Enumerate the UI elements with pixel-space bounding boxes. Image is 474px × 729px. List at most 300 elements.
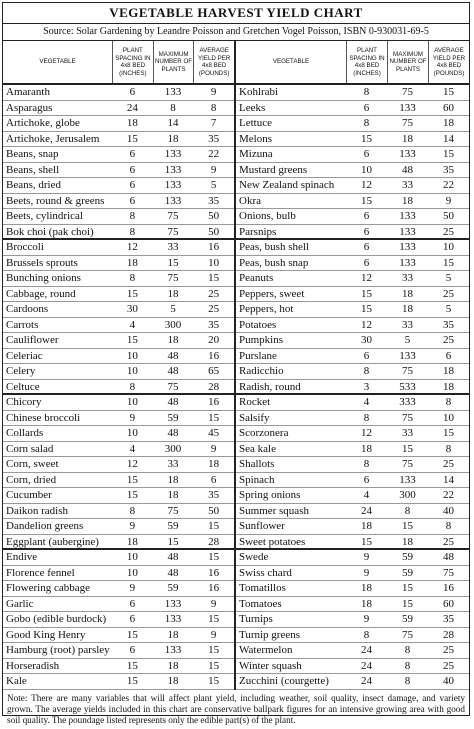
plant-spacing: 6 [363, 241, 370, 253]
max-plants: 300 [164, 318, 182, 331]
avg-yield: 9 [210, 86, 217, 98]
table-row [236, 566, 469, 582]
max-plants: 75 [167, 225, 179, 238]
vegetable-name: Eggplant (aubergine) [6, 535, 99, 548]
plant-spacing: 15 [126, 489, 138, 501]
avg-yield: 9 [210, 442, 217, 455]
avg-yield: 9 [210, 628, 217, 641]
plant-spacing: 6 [129, 179, 136, 191]
table-row [3, 659, 234, 675]
avg-yield: 25 [443, 334, 454, 346]
avg-yield: 25 [208, 287, 220, 300]
plant-spacing: 9 [129, 411, 136, 424]
plant-spacing: 15 [361, 194, 372, 207]
max-plants: 8 [404, 504, 411, 517]
vegetable-name: Sunflower [239, 520, 285, 532]
plant-spacing: 6 [363, 148, 370, 160]
table-row [3, 597, 234, 613]
max-plants: 18 [167, 628, 179, 641]
max-plants: 18 [167, 675, 179, 687]
vegetable-name: Peppers, sweet [239, 287, 305, 300]
table-row [3, 163, 234, 179]
max-plants: 33 [167, 458, 179, 470]
avg-yield: 15 [443, 256, 454, 269]
plant-spacing: 15 [126, 132, 138, 145]
plant-spacing: 9 [363, 613, 370, 625]
vegetable-name: Swiss chard [239, 566, 292, 579]
vegetable-name: Beets, cylindrical [6, 210, 83, 222]
table-row [236, 178, 469, 194]
max-plants: 18 [402, 303, 413, 315]
vegetable-name: Beans, shell [6, 163, 60, 176]
vegetable-name: Broccoli [6, 241, 44, 253]
plant-spacing: 6 [129, 194, 136, 207]
avg-yield: 14 [443, 473, 454, 486]
vegetable-name: Beets, round & greens [6, 194, 105, 207]
avg-yield: 22 [443, 179, 454, 191]
avg-yield: 65 [208, 365, 220, 377]
left-column [3, 85, 236, 690]
vegetable-name: Bunching onions [6, 272, 81, 284]
table-row [3, 132, 234, 148]
max-plants: 133 [399, 101, 416, 114]
avg-yield: 10 [443, 241, 454, 253]
vegetable-name: Carrots [6, 318, 39, 331]
table-row [236, 85, 469, 101]
avg-yield: 15 [208, 411, 220, 424]
max-plants: 133 [164, 644, 182, 656]
vegetable-name: New Zealand spinach [239, 179, 335, 191]
avg-yield: 25 [443, 287, 454, 300]
max-plants: 18 [402, 132, 413, 145]
avg-yield: 15 [208, 520, 220, 532]
vegetable-name: Flowering cabbage [6, 582, 90, 594]
vegetable-name: Bok choi (pak choi) [6, 225, 94, 238]
avg-yield: 35 [443, 318, 454, 331]
max-plants: 18 [167, 473, 179, 486]
max-plants: 75 [167, 210, 179, 222]
table-row [236, 318, 469, 334]
table-row [236, 612, 469, 628]
table-row [236, 349, 469, 365]
plant-spacing: 12 [126, 241, 138, 253]
plant-spacing: 6 [129, 597, 136, 610]
avg-yield: 15 [208, 551, 220, 563]
vegetable-name: Lettuce [239, 117, 272, 129]
max-plants: 48 [167, 349, 179, 362]
plant-spacing: 6 [363, 256, 370, 269]
plant-spacing: 30 [126, 303, 138, 315]
plant-spacing: 18 [361, 442, 372, 455]
avg-yield: 8 [210, 101, 217, 114]
vegetable-name: Parsnips [239, 225, 277, 238]
plant-spacing: 15 [361, 132, 372, 145]
table-row [3, 318, 234, 334]
vegetable-name: Radicchio [239, 365, 284, 377]
table-row [3, 550, 234, 566]
avg-yield: 25 [443, 535, 454, 548]
max-plants: 48 [167, 396, 179, 408]
avg-yield: 9 [210, 163, 217, 176]
plant-spacing: 8 [363, 117, 370, 129]
table-row [3, 240, 234, 256]
avg-yield: 15 [208, 675, 220, 687]
plant-spacing: 18 [361, 597, 372, 610]
table-row [236, 116, 469, 132]
max-plants: 300 [399, 489, 416, 501]
avg-yield: 16 [208, 349, 220, 362]
max-plants: 75 [402, 117, 413, 129]
table-row [3, 442, 234, 458]
avg-yield: 15 [208, 272, 220, 284]
avg-yield: 10 [443, 411, 454, 424]
table-row [3, 178, 234, 194]
plant-spacing: 10 [126, 566, 138, 579]
max-plants: 14 [167, 117, 179, 129]
table-row [236, 473, 469, 489]
max-plants: 15 [402, 442, 413, 455]
table-row [236, 659, 469, 675]
plant-spacing: 9 [363, 551, 370, 563]
header-vegetable: VEGETABLE [39, 58, 76, 66]
plant-spacing: 12 [126, 458, 138, 470]
table-row [236, 302, 469, 318]
max-plants: 8 [170, 101, 176, 114]
plant-spacing: 8 [129, 380, 136, 393]
max-plants: 333 [399, 396, 416, 408]
table-body [3, 85, 469, 690]
table-row [236, 333, 469, 349]
avg-yield: 60 [443, 597, 454, 610]
avg-yield: 40 [443, 504, 454, 517]
plant-spacing: 8 [129, 225, 136, 238]
avg-yield: 25 [443, 225, 454, 238]
max-plants: 533 [399, 380, 416, 393]
plant-spacing: 24 [361, 659, 372, 672]
table-row [3, 101, 234, 117]
avg-yield: 28 [208, 380, 220, 393]
vegetable-name: Cauliflower [6, 334, 59, 346]
avg-yield: 8 [445, 396, 452, 408]
vegetable-name: Sweet potatoes [239, 535, 306, 548]
avg-yield: 15 [443, 148, 454, 160]
avg-yield: 25 [443, 458, 454, 470]
max-plants: 133 [164, 163, 182, 176]
avg-yield: 6 [445, 349, 452, 362]
plant-spacing: 10 [126, 365, 138, 377]
avg-yield: 16 [208, 396, 220, 408]
vegetable-name: Celery [6, 365, 36, 377]
plant-spacing: 10 [361, 163, 372, 176]
max-plants: 18 [167, 132, 179, 145]
vegetable-name: Kale [6, 675, 27, 687]
max-plants: 15 [402, 597, 413, 610]
avg-yield: 45 [208, 427, 220, 439]
plant-spacing: 12 [361, 427, 372, 439]
avg-yield: 15 [208, 659, 220, 672]
vegetable-name: Cabbage, round [6, 287, 76, 300]
avg-yield: 5 [210, 179, 217, 191]
vegetable-name: Beans, snap [6, 148, 59, 160]
plant-spacing: 15 [126, 287, 138, 300]
max-plants: 33 [402, 318, 413, 331]
vegetable-name: Asparagus [6, 101, 53, 114]
max-plants: 75 [402, 458, 413, 470]
max-plants: 8 [404, 659, 411, 672]
max-plants: 18 [167, 659, 179, 672]
vegetable-name: Tomatillos [239, 582, 286, 594]
max-plants: 133 [399, 241, 416, 253]
max-plants: 15 [167, 535, 179, 548]
max-plants: 75 [402, 86, 413, 98]
vegetable-name: Hamburg (root) parsley [6, 644, 110, 656]
vegetable-name: Chicory [6, 396, 42, 408]
table-row [3, 333, 234, 349]
vegetable-name: Endive [6, 551, 38, 563]
header-avg-yield: AVERAGE YIELD PER 4x8 BED (POUNDS) [193, 41, 234, 83]
plant-spacing: 6 [129, 148, 136, 160]
plant-spacing: 15 [126, 675, 138, 687]
vegetable-name: Corn, dried [6, 473, 57, 486]
plant-spacing: 18 [126, 256, 138, 269]
vegetable-name: Florence fennel [6, 566, 75, 579]
avg-yield: 16 [208, 241, 220, 253]
vegetable-name: Collards [6, 427, 44, 439]
vegetable-name: Gobo (edible burdock) [6, 613, 107, 625]
table-row [236, 628, 469, 644]
avg-yield: 25 [443, 644, 454, 656]
vegetable-name: Artichoke, Jerusalem [6, 132, 100, 145]
plant-spacing: 6 [363, 349, 370, 362]
table-row [236, 364, 469, 380]
max-plants: 133 [164, 613, 182, 625]
vegetable-name: Garlic [6, 597, 34, 610]
max-plants: 59 [402, 551, 413, 563]
plant-spacing: 15 [126, 659, 138, 672]
max-plants: 75 [402, 365, 413, 377]
max-plants: 59 [402, 613, 413, 625]
table-row [236, 240, 469, 256]
max-plants: 48 [167, 551, 179, 563]
vegetable-name: Rocket [239, 396, 271, 408]
vegetable-name: Mizuna [239, 148, 273, 160]
max-plants: 300 [164, 442, 182, 455]
header-max-plants: MAXIMUM NUMBER OF PLANTS [153, 41, 194, 83]
max-plants: 133 [164, 597, 182, 610]
plant-spacing: 24 [361, 675, 372, 687]
max-plants: 15 [402, 582, 413, 594]
max-plants: 75 [167, 272, 179, 284]
avg-yield: 25 [208, 303, 220, 315]
vegetable-name: Summer squash [239, 504, 309, 517]
max-plants: 133 [399, 256, 416, 269]
plant-spacing: 6 [363, 210, 370, 222]
max-plants: 15 [402, 520, 413, 532]
footnote: Note: There are many variables that will affect plant yield, including weather, soil quality, insect damage, and variety grown. The average yields included in this chart are conservative ballpark figures for an intensive growing area with good soil quality. The poundage listed represents only the edible part(s) of the plant. [7, 692, 465, 725]
plant-spacing: 24 [361, 644, 372, 656]
left-header [3, 41, 236, 83]
max-plants: 133 [164, 86, 182, 98]
avg-yield: 15 [443, 86, 454, 98]
plant-spacing: 12 [361, 272, 372, 284]
table-row [3, 674, 234, 690]
plant-spacing: 6 [129, 86, 136, 98]
table-row [3, 85, 234, 101]
max-plants: 5 [404, 334, 411, 346]
plant-spacing: 15 [126, 473, 138, 486]
table-row [236, 535, 469, 551]
table-row [236, 426, 469, 442]
max-plants: 18 [402, 194, 413, 207]
avg-yield: 22 [208, 148, 220, 160]
plant-spacing: 18 [126, 117, 138, 129]
table-row [236, 488, 469, 504]
avg-yield: 50 [208, 210, 220, 222]
avg-yield: 8 [445, 442, 452, 455]
table-row [3, 209, 234, 225]
max-plants: 75 [167, 380, 179, 393]
avg-yield: 35 [208, 318, 220, 331]
avg-yield: 8 [445, 520, 452, 532]
plant-spacing: 30 [361, 334, 372, 346]
table-row [236, 256, 469, 272]
plant-spacing: 9 [129, 582, 136, 594]
max-plants: 33 [402, 427, 413, 439]
avg-yield: 5 [445, 272, 452, 284]
vegetable-name: Celeriac [6, 349, 43, 362]
table-row [236, 395, 469, 411]
avg-yield: 28 [208, 535, 220, 548]
plant-spacing: 6 [129, 163, 136, 176]
avg-yield: 14 [443, 132, 454, 145]
plant-spacing: 12 [361, 179, 372, 191]
plant-spacing: 15 [126, 628, 138, 641]
vegetable-name: Radish, round [239, 380, 301, 393]
avg-yield: 35 [208, 489, 220, 501]
header-max-plants: MAXIMUM NUMBER OF PLANTS [387, 41, 428, 83]
vegetable-name: Leeks [239, 101, 266, 114]
vegetable-name: Spinach [239, 473, 275, 486]
avg-yield: 20 [208, 334, 220, 346]
plant-spacing: 9 [129, 520, 136, 532]
table-row [3, 364, 234, 380]
vegetable-name: Daikon radish [6, 504, 69, 517]
vegetable-name: Onions, bulb [239, 210, 296, 222]
max-plants: 133 [164, 194, 182, 207]
vegetable-name: Peppers, hot [239, 303, 294, 315]
table-row [3, 457, 234, 473]
max-plants: 59 [402, 566, 413, 579]
vegetable-name: Sea kale [239, 442, 276, 455]
table-row [236, 147, 469, 163]
avg-yield: 18 [443, 380, 454, 393]
vegetable-name: Kohlrabi [239, 86, 279, 98]
vegetable-name: Brussels sprouts [6, 256, 78, 269]
vegetable-name: Peanuts [239, 272, 274, 284]
max-plants: 133 [164, 148, 182, 160]
table-row [236, 225, 469, 241]
table-row [3, 194, 234, 210]
vegetable-name: Scorzonera [239, 427, 289, 439]
table-row [236, 674, 469, 690]
vegetable-name: Cardoons [6, 303, 49, 315]
max-plants: 75 [167, 504, 179, 517]
avg-yield: 9 [445, 194, 452, 207]
header-avg-yield: AVERAGE YIELD PER 4x8 BED (POUNDS) [428, 41, 469, 83]
table-row [3, 395, 234, 411]
max-plants: 18 [167, 334, 179, 346]
table-row [236, 194, 469, 210]
avg-yield: 16 [443, 582, 454, 594]
plant-spacing: 10 [126, 551, 138, 563]
avg-yield: 18 [443, 365, 454, 377]
plant-spacing: 24 [361, 504, 372, 517]
avg-yield: 75 [443, 566, 454, 579]
table-row [3, 566, 234, 582]
vegetable-name: Amaranth [6, 86, 50, 98]
avg-yield: 25 [443, 659, 454, 672]
vegetable-name: Peas, bush shell [239, 241, 309, 253]
avg-yield: 7 [210, 117, 217, 129]
avg-yield: 6 [210, 473, 217, 486]
vegetable-name: Watermelon [239, 644, 293, 656]
table-row [3, 256, 234, 272]
avg-yield: 18 [208, 458, 220, 470]
max-plants: 133 [399, 349, 416, 362]
table-row [236, 163, 469, 179]
plant-spacing: 4 [363, 489, 370, 501]
vegetable-name: Dandelion greens [6, 520, 84, 532]
plant-spacing: 15 [126, 334, 138, 346]
max-plants: 59 [167, 520, 179, 532]
header-spacing: PLANT SPACING IN 4x8 BED (INCHES) [346, 41, 387, 83]
avg-yield: 10 [208, 256, 220, 269]
table-row [3, 411, 234, 427]
table-row [3, 426, 234, 442]
avg-yield: 16 [208, 566, 220, 579]
max-plants: 15 [167, 256, 179, 269]
max-plants: 8 [404, 675, 411, 687]
vegetable-name: Shallots [239, 458, 275, 470]
max-plants: 8 [404, 644, 411, 656]
plant-spacing: 18 [361, 582, 372, 594]
plant-spacing: 4 [129, 442, 136, 455]
avg-yield: 48 [443, 551, 454, 563]
vegetable-name: Tomatoes [239, 597, 282, 610]
table-row [236, 457, 469, 473]
plant-spacing: 8 [363, 458, 370, 470]
avg-yield: 60 [443, 101, 454, 114]
max-plants: 48 [402, 163, 413, 176]
avg-yield: 9 [210, 597, 217, 610]
plant-spacing: 6 [363, 225, 370, 238]
vegetable-name: Chinese broccoli [6, 411, 81, 424]
table-row [3, 581, 234, 597]
vegetable-name: Purslane [239, 349, 277, 362]
max-plants: 18 [167, 489, 179, 501]
right-header [236, 41, 469, 83]
avg-yield: 22 [443, 489, 454, 501]
avg-yield: 15 [208, 613, 220, 625]
plant-spacing: 8 [129, 504, 136, 517]
table-row [3, 628, 234, 644]
table-row [3, 535, 234, 551]
table-row [236, 597, 469, 613]
table-row [3, 473, 234, 489]
table-row [3, 225, 234, 241]
avg-yield: 18 [443, 117, 454, 129]
vegetable-name: Zucchini (courgette) [239, 675, 329, 687]
